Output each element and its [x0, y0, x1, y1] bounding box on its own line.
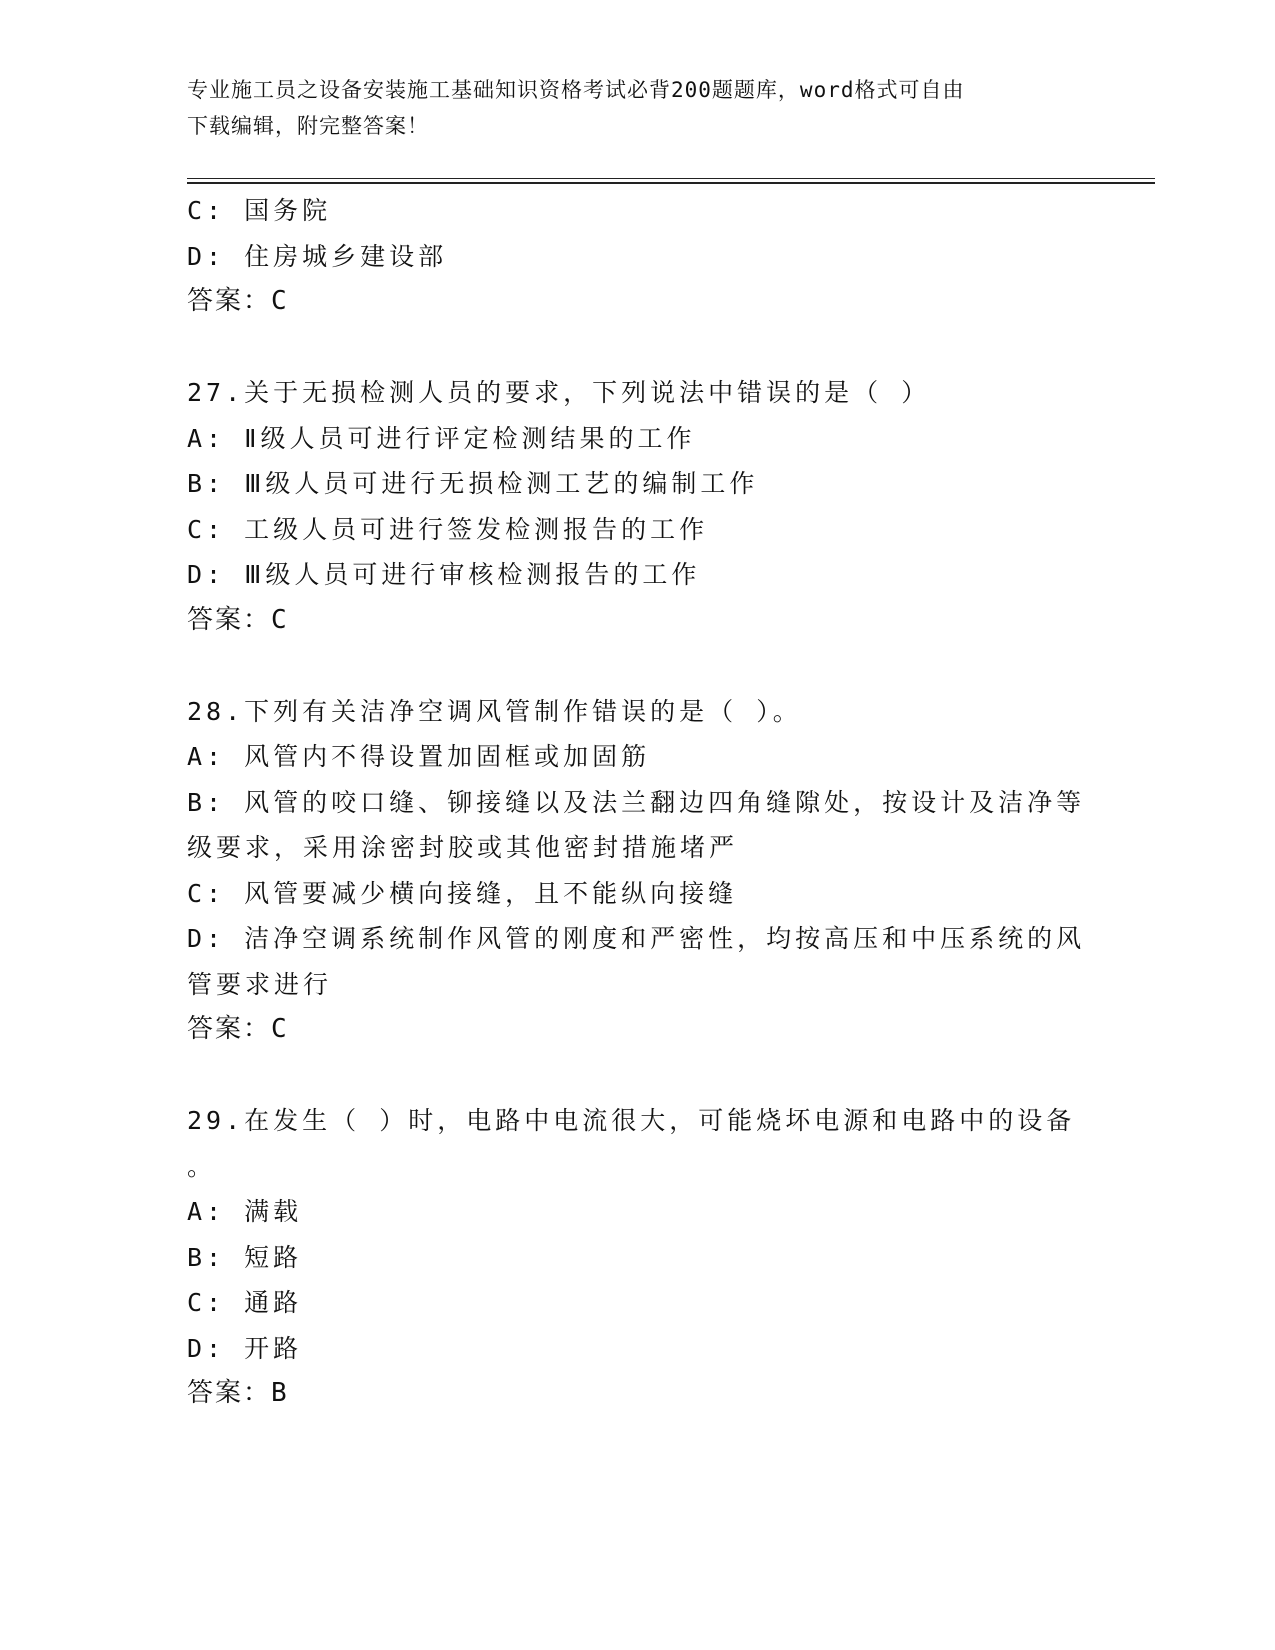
option-d-line-2: 管要求进行: [187, 969, 333, 999]
option-c: C: 通路: [187, 1288, 303, 1317]
option-b-line-2: 级要求，采用涂密封胶或其他密封措施堵严: [187, 833, 739, 862]
option-a: A: Ⅱ级人员可进行评定检测结果的工作: [187, 423, 696, 453]
question-stem: 28.下列有关洁净空调风管制作错误的是（ ）。: [187, 696, 802, 726]
option-d-line-1: D: 洁净空调系统制作风管的刚度和严密性，均按高压和中压系统的风: [187, 924, 1086, 953]
question-block-previous: [187, 188, 1087, 325]
question-list: [187, 188, 1087, 1417]
option-d: D: 住房城乡建设部: [187, 241, 448, 271]
question-stem-line-2: 。: [187, 1151, 217, 1181]
option-b: B: Ⅲ级人员可进行无损检测工艺的编制工作: [187, 469, 759, 498]
option-d: D: 开路: [187, 1333, 303, 1363]
answer-line: 答案：C: [187, 286, 289, 316]
header-line-2: 下载编辑，附完整答案！: [187, 114, 429, 138]
spacer: [187, 1053, 1087, 1099]
option-c: C: 风管要减少横向接缝，且不能纵向接缝: [187, 878, 738, 908]
header-divider-thin: [187, 178, 1155, 179]
question-block-27: [187, 370, 1087, 643]
option-b-line-1: B: 风管的咬口缝、铆接缝以及法兰翻边四角缝隙处，按设计及洁净等: [187, 787, 1086, 817]
option-a: A: 满载: [187, 1197, 303, 1226]
spacer: [187, 643, 1087, 689]
answer-line: 答案：C: [187, 1014, 289, 1044]
question-block-29: [187, 1098, 1087, 1417]
question-block-28: [187, 689, 1087, 1053]
answer-line: 答案：C: [187, 604, 289, 635]
option-b: B: 短路: [187, 1242, 303, 1272]
header-line-1: 专业施工员之设备安装施工基础知识资格考试必背200题题库，word格式可自由: [187, 78, 965, 102]
option-c: C: 国务院: [187, 196, 332, 225]
question-stem-line-1: 29.在发生（ ）时，电路中电流很大，可能烧坏电源和电路中的设备: [187, 1106, 1076, 1135]
option-c: C: 工级人员可进行签发检测报告的工作: [187, 514, 709, 544]
option-a: A: 风管内不得设置加固框或加固筋: [187, 742, 651, 771]
option-d: D: Ⅲ级人员可进行审核检测报告的工作: [187, 560, 701, 589]
question-stem: 27.关于无损检测人员的要求，下列说法中错误的是（ ）: [187, 378, 931, 407]
spacer: [187, 325, 1087, 371]
page-header: [187, 72, 1067, 144]
header-divider-thick: [187, 182, 1155, 184]
answer-line: 答案：B: [187, 1378, 289, 1408]
